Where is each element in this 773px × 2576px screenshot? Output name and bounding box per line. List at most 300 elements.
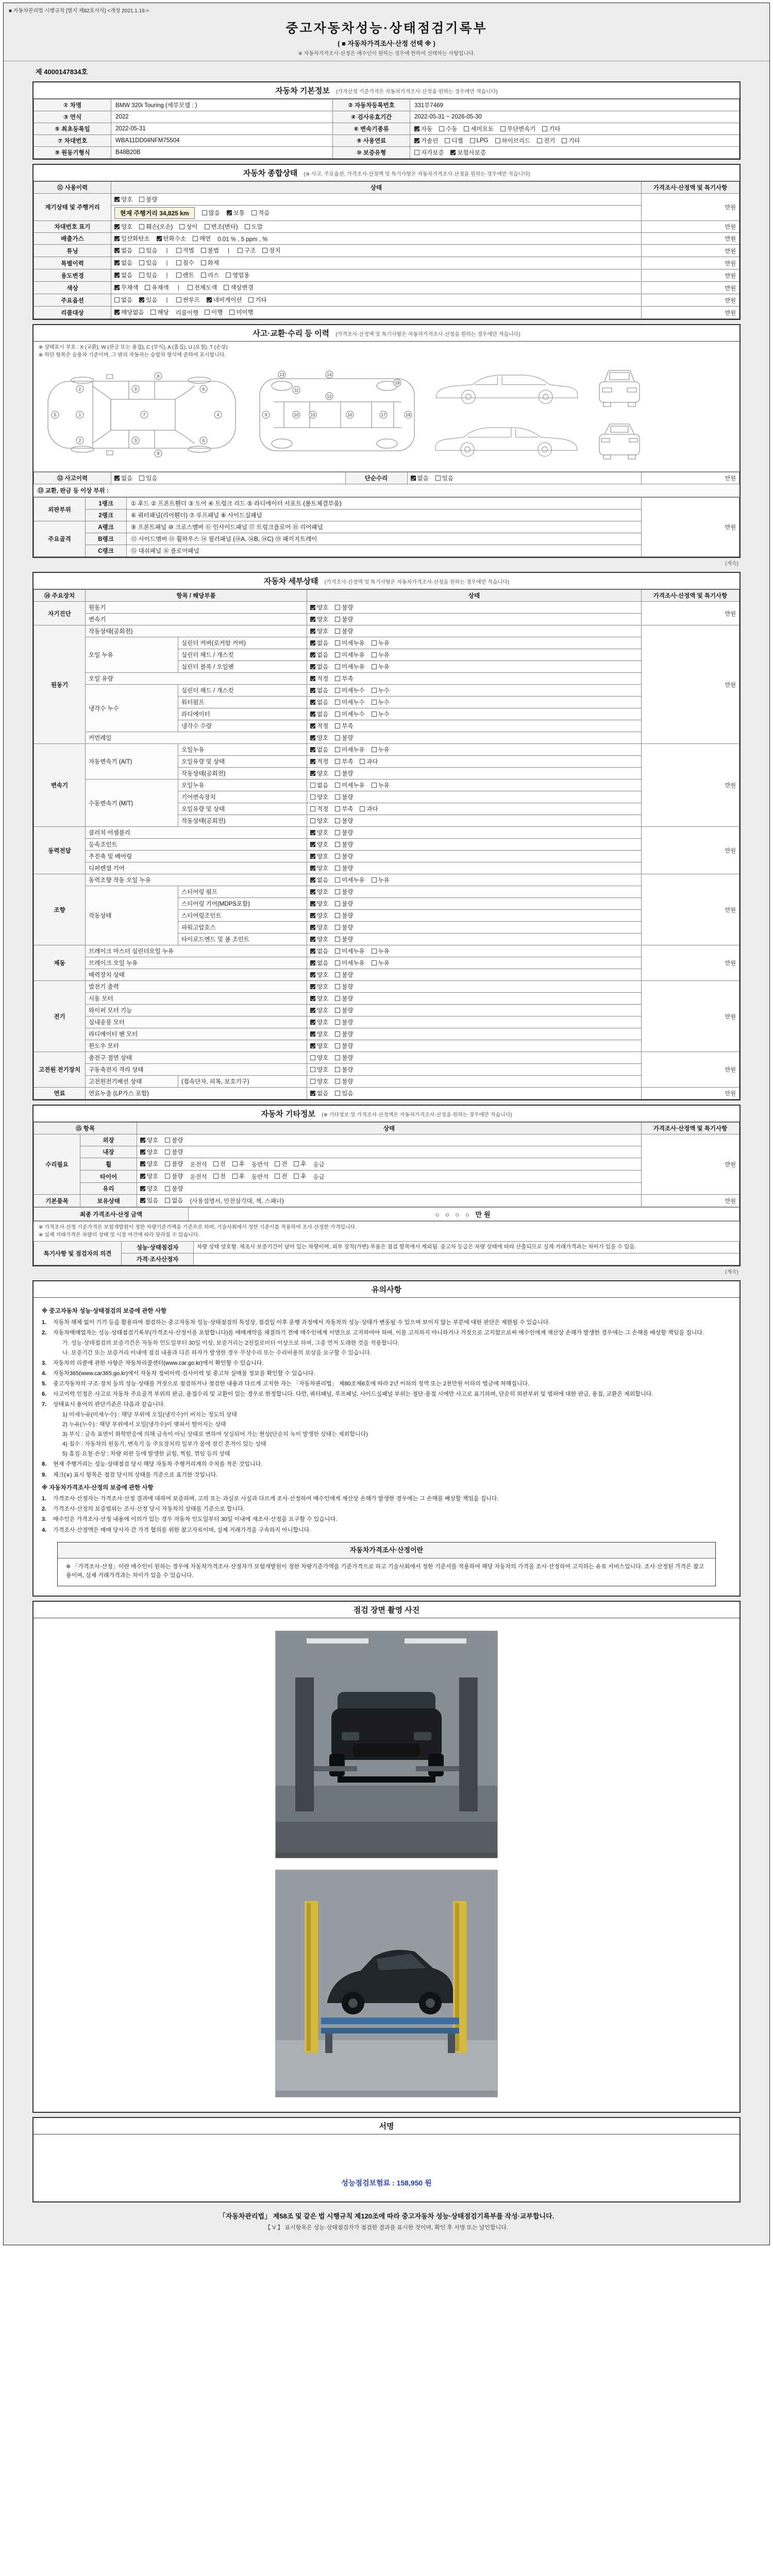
checkbox-box — [245, 224, 250, 229]
checkbox-box — [165, 1138, 170, 1143]
document-number: 제 4000147834호 — [36, 68, 88, 76]
other-item-label: 타이어 — [80, 1171, 137, 1183]
state-cell — [307, 732, 642, 744]
checkbox-option[interactable] — [335, 923, 353, 931]
checkbox-option[interactable] — [542, 125, 560, 133]
checkbox-option[interactable] — [310, 864, 328, 872]
checkbox-option[interactable] — [139, 223, 173, 231]
checkbox-label: 누수 — [378, 711, 390, 718]
checkbox-option[interactable] — [165, 1172, 183, 1180]
checkbox-option[interactable] — [294, 1160, 306, 1168]
checkbox-option[interactable] — [310, 710, 328, 718]
notice-item-text: 체크(∨) 표시 항목은 점검 당시의 상태를 기준으로 표기한 것입니다. — [53, 1471, 218, 1478]
checkbox-option[interactable] — [227, 209, 245, 217]
checkbox-option[interactable] — [310, 1054, 328, 1062]
checkbox-option[interactable] — [114, 195, 132, 204]
checkbox-option[interactable] — [310, 888, 328, 896]
checkbox-option[interactable] — [335, 710, 364, 718]
checkbox-box — [372, 688, 377, 693]
checkbox-box — [335, 1043, 340, 1048]
checkbox-box — [335, 1055, 340, 1060]
checkbox-box — [213, 1161, 219, 1166]
checkbox-label: 불량 — [342, 854, 354, 860]
checkbox-option[interactable] — [335, 639, 364, 647]
notice-item — [42, 1526, 731, 1535]
state-cell — [307, 625, 642, 637]
checkbox-option[interactable] — [335, 1030, 353, 1038]
checkbox-option[interactable] — [245, 223, 263, 231]
checkbox-option[interactable] — [201, 259, 219, 267]
checkbox-option[interactable] — [205, 223, 238, 231]
checkbox-option[interactable] — [450, 148, 486, 157]
checkbox-option[interactable] — [310, 994, 328, 1003]
checkbox-option[interactable] — [226, 271, 249, 279]
field-value — [410, 147, 740, 159]
checkbox-option[interactable] — [188, 283, 217, 292]
checkbox-option[interactable] — [335, 722, 353, 730]
checkbox-box — [439, 126, 444, 131]
checkbox-option[interactable] — [335, 603, 353, 612]
checkbox-option[interactable] — [139, 271, 157, 279]
checkbox-option[interactable] — [335, 911, 353, 920]
checkbox-option[interactable] — [232, 1172, 245, 1180]
checkbox-option[interactable] — [310, 1089, 328, 1097]
checkbox-option[interactable] — [114, 474, 132, 482]
checkbox-label: 적정 — [317, 723, 329, 730]
item-label: 시동 모터 — [86, 993, 307, 1005]
checkbox-option[interactable] — [140, 1160, 158, 1168]
checkbox-option[interactable] — [495, 137, 531, 145]
checkbox-option[interactable] — [114, 246, 132, 255]
item-label: 윈도우 모터 — [86, 1040, 307, 1052]
checkbox-label: 가솔린 — [421, 138, 439, 144]
checkbox-box — [335, 866, 340, 871]
checkbox-option[interactable] — [275, 1160, 287, 1168]
checkbox-option[interactable] — [335, 745, 364, 754]
checkbox-option[interactable] — [139, 246, 157, 255]
rank-items: ⑥ 쿼터패널(리어휀더) ⑦ 루프패널 ⑧ 사이드실패널 — [127, 510, 642, 521]
checkbox-label: 양호 — [317, 1043, 329, 1049]
checkbox-option[interactable] — [232, 1160, 245, 1168]
document-header — [4, 15, 769, 61]
checkbox-option[interactable] — [140, 1184, 158, 1193]
checkbox-option[interactable] — [335, 864, 353, 872]
checkbox-option[interactable] — [335, 674, 353, 683]
checkbox-option[interactable] — [310, 900, 328, 908]
checkbox-label: 보험사보증 — [457, 150, 486, 156]
checkbox-option[interactable] — [335, 757, 353, 766]
checkbox-option[interactable] — [310, 852, 328, 860]
overall-row — [34, 206, 740, 221]
checkbox-option[interactable] — [205, 308, 223, 316]
checkbox-option[interactable] — [335, 947, 364, 955]
rank-items: ① 후드 ② 프론트휀더 ③ 도어 ④ 트렁크 리드 ⑤ 라디에이터 서포트 (볼트체결부품) — [127, 498, 642, 510]
history-item-label: 차대번호 표기 — [34, 221, 111, 233]
checkbox-box — [310, 676, 315, 681]
checkbox-box — [335, 1067, 340, 1072]
signature-title: 서명 — [33, 2118, 740, 2134]
checkbox-option[interactable] — [238, 246, 256, 255]
checkbox-option[interactable] — [310, 817, 328, 825]
checkbox-label: 누유 — [378, 948, 390, 955]
state-code-legend-line1: ※ 상태표시 부호 : X (교환), W (판금 또는 용접), C (부식), A (흠집), U (요철), T (손상) — [39, 345, 228, 350]
overall-row — [34, 307, 740, 319]
checkbox-option[interactable] — [335, 651, 364, 659]
checkbox-box — [335, 1031, 340, 1037]
state-cell — [137, 1134, 642, 1146]
checkbox-label: 불량 — [342, 996, 354, 1002]
checkbox-option[interactable] — [310, 805, 328, 813]
checkbox-label: 없음 — [317, 652, 329, 658]
checkbox-option[interactable] — [207, 296, 242, 304]
checkbox-option[interactable] — [139, 259, 157, 267]
checkbox-label: 장치 — [269, 248, 281, 254]
checkbox-option[interactable] — [335, 686, 364, 694]
checkbox-option[interactable] — [335, 1018, 353, 1026]
checkbox-option[interactable] — [294, 1172, 306, 1180]
notice-item-text: 매수인은 가격조사·산정 내용에 이의가 있는 경우 자동차 인도일부터 30일 이내에 재조사·산정을 요구할 수 있습니다. — [53, 1516, 338, 1523]
checkbox-option[interactable] — [310, 1030, 328, 1038]
checkbox-option[interactable] — [165, 1160, 183, 1168]
checkbox-option[interactable] — [310, 947, 328, 955]
checkbox-option[interactable] — [165, 1184, 183, 1193]
checkbox-option[interactable] — [114, 296, 132, 304]
checkbox-option[interactable] — [310, 698, 328, 706]
checkbox-option[interactable] — [414, 148, 444, 157]
checkbox-option[interactable] — [310, 639, 328, 647]
state-cell — [307, 981, 642, 993]
checkbox-option[interactable] — [372, 745, 390, 754]
checkbox-option[interactable] — [411, 474, 429, 482]
checkbox-option[interactable] — [310, 757, 328, 766]
checkbox-option[interactable] — [310, 876, 328, 884]
state-cell — [137, 1158, 642, 1171]
checkbox-option[interactable] — [310, 923, 328, 931]
checkbox-option[interactable] — [310, 840, 328, 849]
checkbox-option[interactable] — [435, 474, 453, 482]
checkbox-option[interactable] — [248, 296, 266, 304]
checkbox-option[interactable] — [139, 195, 157, 204]
checkbox-option[interactable] — [140, 1172, 158, 1180]
checkbox-option[interactable] — [372, 663, 390, 671]
checkbox-option[interactable] — [335, 793, 353, 801]
checkbox-label: 양호 — [317, 925, 329, 931]
checkbox-option[interactable] — [537, 137, 555, 145]
checkbox-option[interactable] — [310, 1077, 328, 1086]
checkbox-label: 누수 — [378, 700, 390, 706]
checkbox-option[interactable] — [310, 1065, 328, 1074]
other-row — [34, 1146, 740, 1158]
checkbox-option[interactable] — [310, 971, 328, 979]
remark-author-label: 가격·조사산정자 — [122, 1253, 194, 1265]
notice-item-number: 2. — [42, 1506, 47, 1513]
checkbox-option[interactable] — [310, 781, 328, 789]
checkbox-option[interactable] — [310, 935, 328, 943]
notice-body — [33, 1298, 740, 1596]
checkbox-option[interactable] — [372, 698, 390, 706]
checkbox-option[interactable] — [360, 757, 378, 766]
checkbox-option[interactable] — [310, 828, 328, 837]
checkbox-option[interactable] — [310, 1042, 328, 1050]
checkbox-box — [238, 248, 243, 253]
section-accident-header — [33, 325, 740, 342]
checkbox-box — [310, 747, 315, 752]
checkbox-option[interactable] — [310, 603, 328, 612]
field-value — [410, 135, 740, 147]
checkbox-option[interactable] — [335, 769, 353, 777]
checkbox-label: 양호 — [317, 1020, 329, 1026]
checkbox-option[interactable] — [310, 674, 328, 683]
checkbox-option[interactable] — [464, 125, 493, 133]
checkbox-option[interactable] — [165, 1196, 183, 1205]
checkbox-option[interactable] — [139, 296, 157, 304]
checkbox-option[interactable] — [140, 1196, 158, 1205]
checkbox-option[interactable] — [335, 971, 353, 979]
checkbox-option[interactable] — [310, 1018, 328, 1026]
signature-body[interactable] — [33, 2134, 740, 2201]
checkbox-box — [114, 224, 120, 229]
checkbox-box — [165, 1174, 170, 1179]
device-label: 동력전달 — [34, 827, 86, 874]
checkbox-option[interactable] — [179, 223, 197, 231]
checkbox-option[interactable] — [275, 1172, 287, 1180]
checkbox-label: 불량 — [342, 866, 354, 872]
checkbox-option[interactable] — [372, 781, 390, 789]
checkbox-option[interactable] — [150, 308, 169, 316]
checkbox-option[interactable] — [335, 1089, 353, 1097]
checkbox-option[interactable] — [310, 959, 328, 967]
checkbox-label: 불량 — [172, 1149, 183, 1156]
checkbox-option[interactable] — [202, 209, 220, 217]
checkbox-label: 불량 — [342, 818, 354, 824]
checkbox-option[interactable] — [310, 793, 328, 801]
continued-marker-2: (계속) — [725, 1269, 738, 1275]
item-label: 브레이크 오일 누유 — [86, 957, 307, 969]
checkbox-option[interactable] — [470, 138, 489, 144]
checkbox-option[interactable] — [165, 1136, 183, 1144]
checkbox-option[interactable] — [335, 888, 353, 896]
section-detail-title: 자동차 세부상태 — [263, 577, 318, 586]
checkbox-option[interactable] — [439, 125, 457, 133]
checkbox-option[interactable] — [500, 125, 536, 133]
detail-row — [34, 637, 740, 649]
checkbox-option[interactable] — [213, 1160, 226, 1168]
checkbox-option[interactable] — [335, 805, 353, 813]
checkbox-option[interactable] — [213, 1172, 226, 1180]
checkbox-option[interactable] — [310, 686, 328, 694]
checkbox-option[interactable] — [335, 982, 353, 991]
checkbox-option[interactable] — [310, 627, 328, 635]
svg-text:5: 5 — [54, 413, 57, 417]
checkbox-option[interactable] — [335, 627, 353, 635]
state-cell — [307, 1028, 642, 1040]
checkbox-option[interactable] — [262, 246, 280, 255]
checkbox-option[interactable] — [176, 271, 194, 279]
checkbox-option[interactable] — [157, 234, 186, 243]
checkbox-label: 양호 — [121, 224, 133, 230]
checkbox-option[interactable] — [335, 698, 364, 706]
checkbox-option[interactable] — [310, 722, 328, 730]
section-notice — [32, 1280, 741, 1597]
checkbox-box — [310, 925, 315, 930]
checkbox-option[interactable] — [335, 994, 353, 1003]
checkbox-option[interactable] — [335, 1065, 353, 1074]
checkbox-option[interactable] — [114, 223, 132, 231]
checkbox-label: 양호 — [317, 1008, 329, 1014]
checkbox-option[interactable] — [165, 1148, 183, 1156]
checkbox-option[interactable] — [145, 283, 169, 292]
checkbox-label: 있음 — [342, 1091, 354, 1097]
part-label: 오일유량 및 상태 — [178, 803, 307, 815]
checkbox-box — [335, 759, 340, 764]
checkbox-option[interactable] — [114, 271, 132, 279]
checkbox-option[interactable] — [193, 234, 211, 243]
checkbox-label: 누유 — [378, 664, 390, 670]
other-item-label: 외장 — [80, 1134, 137, 1146]
checkbox-option[interactable] — [176, 296, 200, 304]
checkbox-option[interactable] — [114, 308, 144, 316]
checkbox-option[interactable] — [176, 259, 194, 267]
checkbox-label: 누유 — [378, 652, 390, 658]
checkbox-label: 없음 — [317, 1091, 329, 1097]
state-cell — [307, 839, 642, 851]
price-cell: 만원 — [642, 827, 740, 874]
checkbox-label: 양호 — [317, 866, 329, 872]
checkbox-box — [335, 664, 340, 669]
other-row — [34, 1183, 740, 1195]
checkbox-box — [310, 996, 315, 1001]
checkbox-label: 변조(변타) — [211, 224, 238, 230]
item-label: 고전원전기배선 상태 — [86, 1076, 178, 1088]
checkbox-label: 있음 — [146, 273, 158, 279]
checkbox-box — [139, 273, 144, 278]
checkbox-option[interactable] — [310, 769, 328, 777]
field-value: BMW 320i Touring (세부모델 : ) — [111, 99, 333, 111]
checkbox-option[interactable] — [335, 935, 353, 943]
checkbox-option[interactable] — [335, 852, 353, 860]
basic-info-row — [34, 99, 740, 111]
checkbox-option[interactable] — [335, 959, 364, 967]
notice-items — [42, 1318, 731, 1480]
checkbox-option[interactable] — [224, 283, 253, 292]
checkbox-option[interactable] — [372, 959, 390, 967]
checkbox-option[interactable] — [335, 1054, 353, 1062]
checkbox-option[interactable] — [310, 1006, 328, 1014]
state-cell — [307, 827, 642, 839]
notice-item — [42, 1380, 731, 1388]
price-survey-definition-text: ※ 「가격조사·산정」이란 매수인이 원하는 경우에 자동차가격조사·산정자가 보험개발원이 정한 차량기준가액을 기준가격으로 하고 기술사회에서 정한 기준서를 적용하여 해당 자동차의 가격을 조사·산정하여 고지하는 유료 서비스입니다. 조사·산정된 가격은 참고용이며, 실제 거래가격과는 차이가 있을 수 있습니다. — [66, 1563, 704, 1579]
detail-row — [34, 685, 740, 697]
checkbox-box — [310, 1067, 315, 1072]
checkbox-option[interactable] — [372, 876, 390, 884]
checkbox-option[interactable] — [310, 982, 328, 991]
checkbox-option[interactable] — [335, 781, 364, 789]
checkbox-option[interactable] — [360, 805, 378, 813]
state-text: 운전석 — [190, 1174, 207, 1180]
checkbox-label: 미세누수 — [342, 711, 365, 718]
checkbox-box — [139, 260, 144, 265]
checkbox-option[interactable] — [372, 947, 390, 955]
checkbox-option[interactable] — [335, 1042, 353, 1050]
svg-text:18: 18 — [406, 413, 411, 417]
checkbox-option[interactable] — [114, 283, 138, 292]
checkbox-box — [310, 806, 315, 811]
checkbox-option[interactable] — [140, 1136, 158, 1144]
checkbox-option[interactable] — [445, 137, 463, 145]
checkbox-option[interactable] — [229, 308, 253, 316]
price-cell: 만원 — [642, 1195, 740, 1207]
part-label: 실린더 커버(로커암 커버) — [178, 637, 307, 649]
car-right-side-diagram — [429, 416, 584, 463]
checkbox-option[interactable] — [140, 1148, 158, 1156]
checkbox-option[interactable] — [414, 125, 432, 133]
checkbox-label: 부족 — [342, 723, 354, 730]
checkbox-option[interactable] — [335, 828, 353, 837]
checkbox-option[interactable] — [335, 663, 364, 671]
checkbox-option[interactable] — [372, 639, 390, 647]
checkbox-option[interactable] — [114, 259, 132, 267]
item-label: 와이퍼 모터 기능 — [86, 1005, 307, 1016]
checkbox-option[interactable] — [335, 1077, 353, 1086]
checkbox-option[interactable] — [310, 745, 328, 754]
checkbox-option[interactable] — [372, 686, 390, 694]
checkbox-option[interactable] — [176, 246, 194, 255]
checkbox-option[interactable] — [310, 651, 328, 659]
checkbox-option[interactable] — [335, 1006, 353, 1014]
checkbox-box — [542, 126, 547, 131]
basic-info-row — [34, 147, 740, 159]
checkbox-option[interactable] — [372, 651, 390, 659]
checkbox-option[interactable] — [414, 137, 438, 145]
checkbox-option[interactable] — [201, 271, 219, 279]
checkbox-option[interactable] — [139, 474, 157, 482]
remark-text: 차량 상태 양호함. 제조사 보증기간이 남아 있는 차량이며, 외부 장착(가변) 부품은 점검 항목에서 제외됨. 중고차 등급은 차량 상태에 따라 산출되므로 실제 거래가격과는 차이가 있을 수 있음. — [194, 1242, 740, 1253]
checkbox-option[interactable] — [335, 840, 353, 849]
checkbox-option[interactable] — [310, 615, 328, 623]
checkbox-option[interactable] — [372, 710, 390, 718]
checkbox-option[interactable] — [335, 876, 364, 884]
checkbox-option[interactable] — [310, 734, 328, 742]
checkbox-option[interactable] — [251, 209, 270, 217]
checkbox-label: 적정 — [317, 806, 329, 812]
checkbox-box — [372, 664, 377, 669]
detail-row — [34, 839, 740, 851]
checkbox-box — [251, 210, 257, 215]
checkbox-box — [310, 877, 315, 883]
checkbox-option[interactable] — [335, 615, 353, 623]
checkbox-label: 후 — [300, 1161, 307, 1167]
checkbox-box — [201, 260, 206, 265]
checkbox-option[interactable] — [335, 817, 353, 825]
part-label: 파워고압호스 — [178, 922, 307, 934]
checkbox-option[interactable] — [335, 900, 353, 908]
price-cell: 만원 — [642, 625, 740, 744]
checkbox-label: 양호 — [317, 996, 329, 1002]
checkbox-option[interactable] — [201, 246, 219, 255]
price-survey-definition-box — [57, 1542, 716, 1586]
checkbox-box — [205, 310, 210, 315]
checkbox-option[interactable] — [310, 663, 328, 671]
checkbox-option[interactable] — [310, 911, 328, 920]
svg-text:19: 19 — [395, 381, 400, 385]
checkbox-option[interactable] — [562, 137, 580, 145]
checkbox-label: 불량 — [172, 1186, 183, 1192]
checkbox-option[interactable] — [335, 734, 353, 742]
state-cell — [307, 922, 642, 934]
part-label: 오일누유 — [178, 779, 307, 791]
part-label: 작동상태(공회전) — [178, 768, 307, 779]
checkbox-option[interactable] — [114, 234, 150, 243]
